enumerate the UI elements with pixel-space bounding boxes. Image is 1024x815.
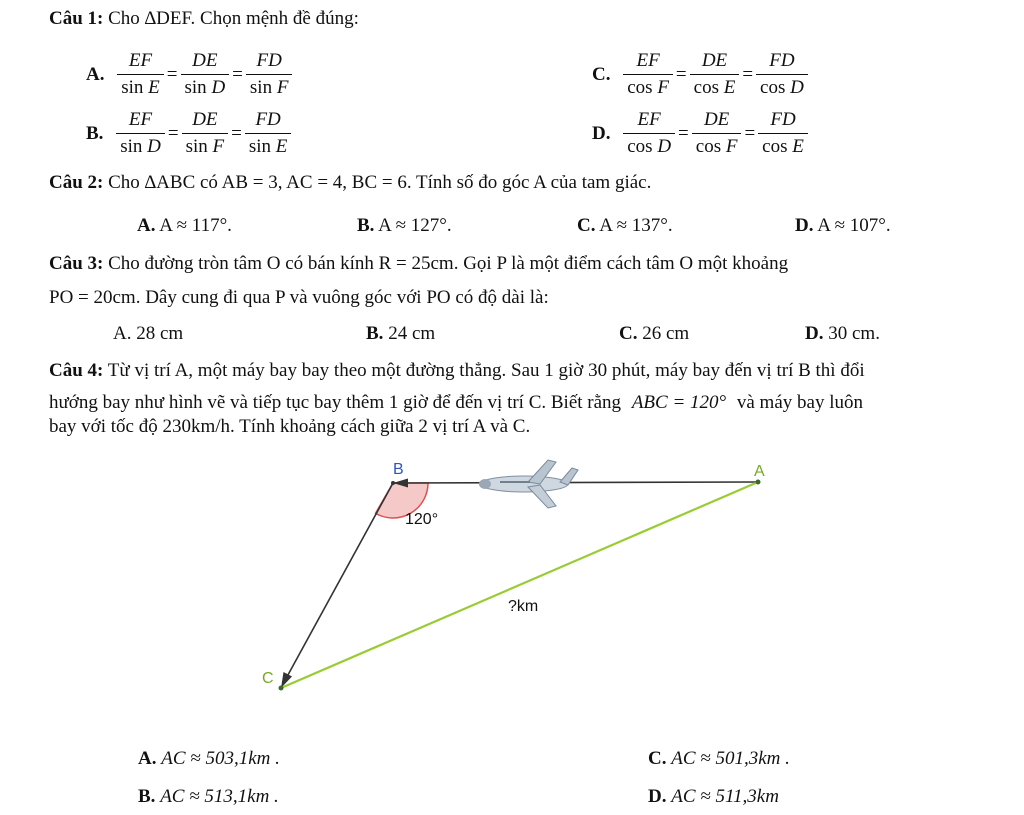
- q1-option-b-letter: B.: [86, 122, 104, 144]
- point-a: [756, 480, 761, 485]
- q4-option-d[interactable]: D. AC ≈ 511,3km: [648, 786, 779, 807]
- q2-option-a[interactable]: A. A ≈ 117°.: [137, 215, 232, 236]
- q3-question-line-1: Câu 3: Cho đường tròn tâm O có bán kính R = 25cm. Gọi P là một điểm cách tâm O một khoảng: [49, 253, 789, 274]
- q3-option-a[interactable]: A. 28 cm: [113, 323, 184, 344]
- q1-a-num-2: DE: [181, 50, 230, 75]
- q4-question-line-3: bay với tốc độ 230km/h. Tính khoảng cách giữa 2 vị trí A và C.: [49, 416, 531, 437]
- q3-option-b[interactable]: B. 24 cm: [366, 323, 436, 344]
- q3-label: Câu 3:: [49, 253, 104, 274]
- label-b: B: [393, 461, 404, 478]
- q3-question-line-2: PO = 20cm. Dây cung đi qua P và vuông góc với PO có độ dài là:: [49, 287, 549, 308]
- q3-option-c[interactable]: C. 26 cm: [619, 323, 690, 344]
- q1-a-num-1: EF: [117, 50, 164, 75]
- q1-option-b[interactable]: B. $\frac{EF}{\text{sin D}}$ = $\frac{DE}{\text{sin F}}$ = $\frac{FD}{\text{sin E}}$: [86, 109, 293, 158]
- q1-option-c[interactable]: C. $\frac{EF}{\text{cos F}}$ = $\frac{DE}{\text{cos E}}$ = $\frac{FD}{\text{cos D}}$: [592, 50, 810, 99]
- label-c: C: [262, 670, 274, 687]
- q4-option-a[interactable]: A. AC ≈ 503,1km .: [138, 748, 280, 769]
- distance-label: ?km: [508, 598, 539, 615]
- q2-label: Câu 2:: [49, 172, 104, 193]
- point-b: [391, 481, 395, 485]
- q1-option-d-letter: D.: [592, 122, 611, 144]
- q4-option-b[interactable]: B. AC ≈ 513,1km .: [138, 786, 279, 807]
- q1-label: Câu 1:: [49, 8, 104, 29]
- q2-text: Cho ∆ABC có AB = 3, AC = 4, BC = 6. Tính số đo góc A của tam giác.: [108, 172, 652, 193]
- q1-option-d[interactable]: D. $\frac{EF}{\text{cos D}}$ = $\frac{DE}{\text{cos F}}$ = $\frac{FD}{\text{cos E}}$: [592, 109, 810, 158]
- q3-option-d[interactable]: D. 30 cm.: [805, 323, 880, 344]
- q1-option-a[interactable]: A. $\frac{EF}{\text{sin E}}$ = $\frac{DE}{\text{sin D}}$ = $\frac{FD}{\text{sin F}}$: [86, 50, 294, 99]
- q4-option-c[interactable]: C. AC ≈ 501,3km .: [648, 748, 790, 769]
- q1-option-c-letter: C.: [592, 63, 611, 85]
- q4-question-line-2: hướng bay như hình vẽ và tiếp tục bay thêm 1 giờ để đến vị trí C. Biết rằng ABC = 120° và máy bay luôn: [49, 392, 863, 413]
- segment-bc: [283, 483, 393, 684]
- label-a: A: [754, 463, 765, 480]
- q2-option-d[interactable]: D. A ≈ 107°.: [795, 215, 891, 236]
- point-c: [279, 686, 284, 691]
- angle-label: 120°: [405, 511, 439, 528]
- q1-text: Cho ∆DEF. Chọn mệnh đề đúng:: [108, 8, 359, 29]
- q2-option-c[interactable]: C. A ≈ 137°.: [577, 215, 673, 236]
- q1-a-num-3: FD: [246, 50, 293, 75]
- segment-ba: [394, 482, 758, 483]
- q1-option-a-letter: A.: [86, 63, 105, 85]
- q2-option-b[interactable]: B. A ≈ 127°.: [357, 215, 452, 236]
- segment-ac: [281, 482, 758, 688]
- q4-angle-math: ABC = 120°: [631, 392, 727, 413]
- q4-label: Câu 4:: [49, 360, 104, 381]
- q4-question-line-1: Câu 4: Từ vị trí A, một máy bay bay theo một đường thẳng. Sau 1 giờ 30 phút, máy bay đến vị trí B thì đổi: [49, 360, 865, 381]
- airplane-icon: [479, 460, 578, 508]
